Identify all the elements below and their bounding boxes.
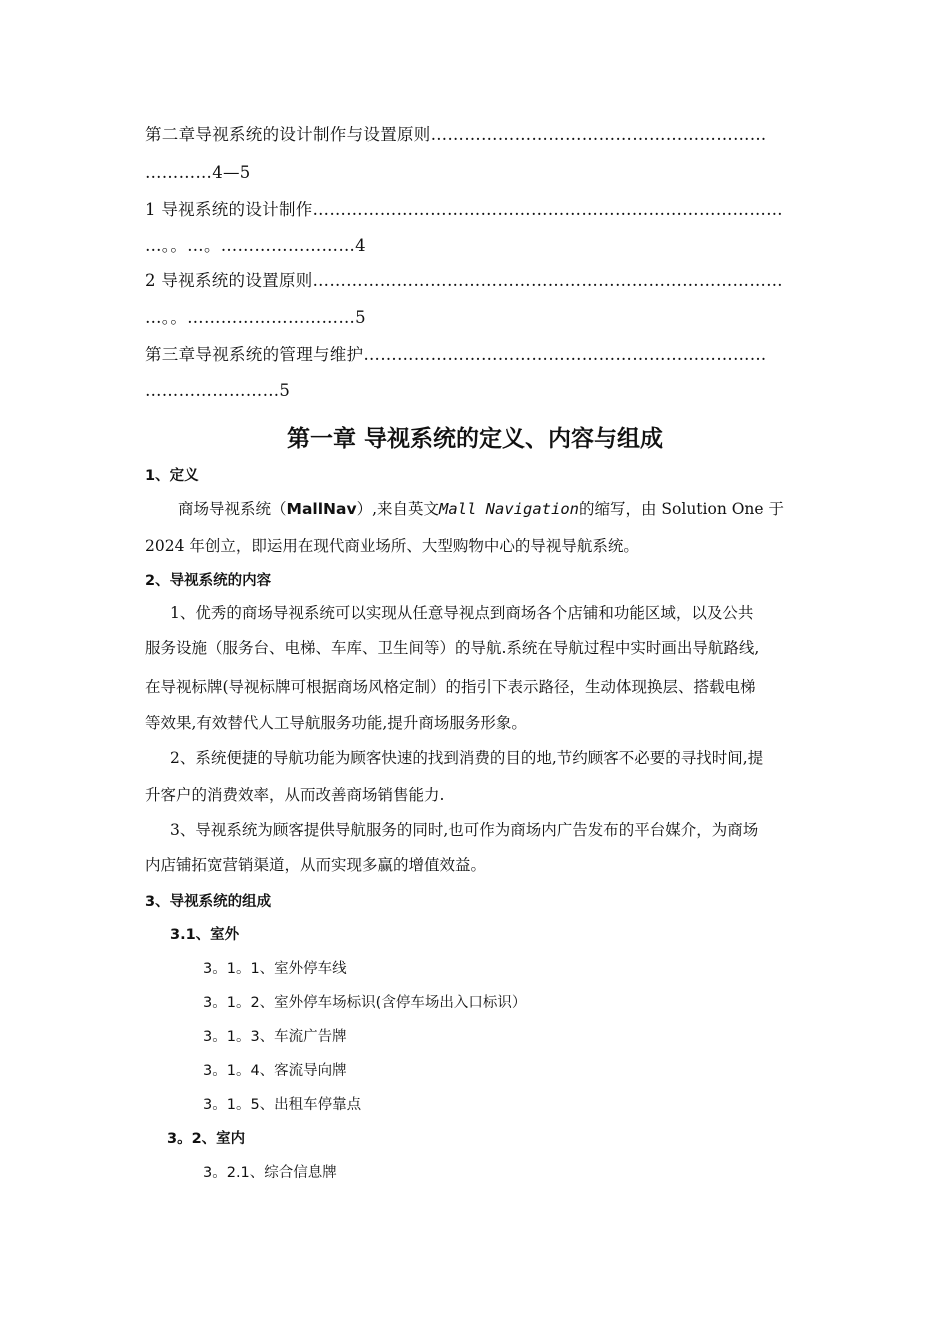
definition-text-c: ）,来自英文 bbox=[356, 500, 439, 518]
definition-paragraph-line2: 2024 年创立，即运用在现代商业场所、大型购物中心的导视导航系统。 bbox=[145, 537, 639, 555]
toc-entry-principles-line2: …。。…………………………5 bbox=[145, 308, 366, 327]
subsection-heading-outdoor: 3.1、室外 bbox=[170, 927, 240, 943]
outdoor-item: 3。1。1、室外停车线 bbox=[203, 961, 347, 977]
toc-entry-principles-line1: 2 导视系统的设置原则………………………………………………………………………… bbox=[145, 271, 783, 290]
chapter-title: 第一章 导视系统的定义、内容与组成 bbox=[286, 426, 663, 452]
indoor-item: 3。2.1、综合信息牌 bbox=[203, 1165, 337, 1181]
toc-entry-chapter2-line2: …………4—5 bbox=[145, 163, 251, 182]
definition-text-e: 的缩写，由 Solution One 于 bbox=[578, 500, 785, 518]
section-heading-definition: 1、定义 bbox=[145, 468, 199, 484]
toc-entry-chapter3-line1: 第三章导视系统的管理与维护……………………………………………………………… bbox=[145, 345, 767, 364]
content-line: 等效果,有效替代人工导航服务功能,提升商场服务形象。 bbox=[145, 714, 527, 732]
section-heading-content: 2、导视系统的内容 bbox=[145, 573, 272, 589]
content-line: 在导视标牌(导视标牌可根据商场风格定制）的指引下表示路径，生动体现换层、搭载电梯 bbox=[145, 678, 756, 696]
subsection-heading-indoor: 3。2、室内 bbox=[167, 1131, 246, 1147]
content-line: 升客户的消费效率，从而改善商场销售能力. bbox=[145, 786, 445, 804]
outdoor-item: 3。1。5、出租车停靠点 bbox=[203, 1097, 362, 1113]
content-line: 内店铺拓宽营销渠道，从而实现多赢的增值效益。 bbox=[145, 856, 487, 874]
toc-entry-design-line1: 1 导视系统的设计制作………………………………………………………………………… bbox=[145, 200, 783, 219]
definition-english-term: Mall Navigation bbox=[439, 500, 579, 518]
outdoor-item: 3。1。2、室外停车场标识(含停车场出入口标识） bbox=[203, 995, 527, 1011]
content-line: 3、导视系统为顾客提供导航服务的同时,也可作为商场内广告发布的平台媒介，为商场 bbox=[170, 821, 759, 839]
toc-entry-chapter3-line2: ……………………5 bbox=[145, 381, 291, 400]
content-line: 1、优秀的商场导视系统可以实现从任意导视点到商场各个店铺和功能区域，以及公共 bbox=[170, 604, 754, 622]
content-line: 服务设施（服务台、电梯、车库、卫生间等）的导航.系统在导航过程中实时画出导航路线, bbox=[145, 639, 760, 657]
definition-text-a: 商场导视系统（ bbox=[178, 500, 287, 518]
definition-brand: MallNav bbox=[286, 500, 357, 518]
outdoor-item: 3。1。3、车流广告牌 bbox=[203, 1029, 347, 1045]
toc-entry-design-line2: …。。…。……………………4 bbox=[145, 236, 366, 255]
toc-entry-chapter2-line1: 第二章导视系统的设计制作与设置原则…………………………………………………… bbox=[145, 125, 767, 144]
section-heading-composition: 3、导视系统的组成 bbox=[145, 894, 272, 910]
definition-paragraph-line1 bbox=[178, 499, 784, 519]
content-line: 2、系统便捷的导航功能为顾客快速的找到消费的目的地,节约顾客不必要的寻找时间,提 bbox=[170, 749, 764, 767]
outdoor-item: 3。1。4、客流导向牌 bbox=[203, 1063, 347, 1079]
